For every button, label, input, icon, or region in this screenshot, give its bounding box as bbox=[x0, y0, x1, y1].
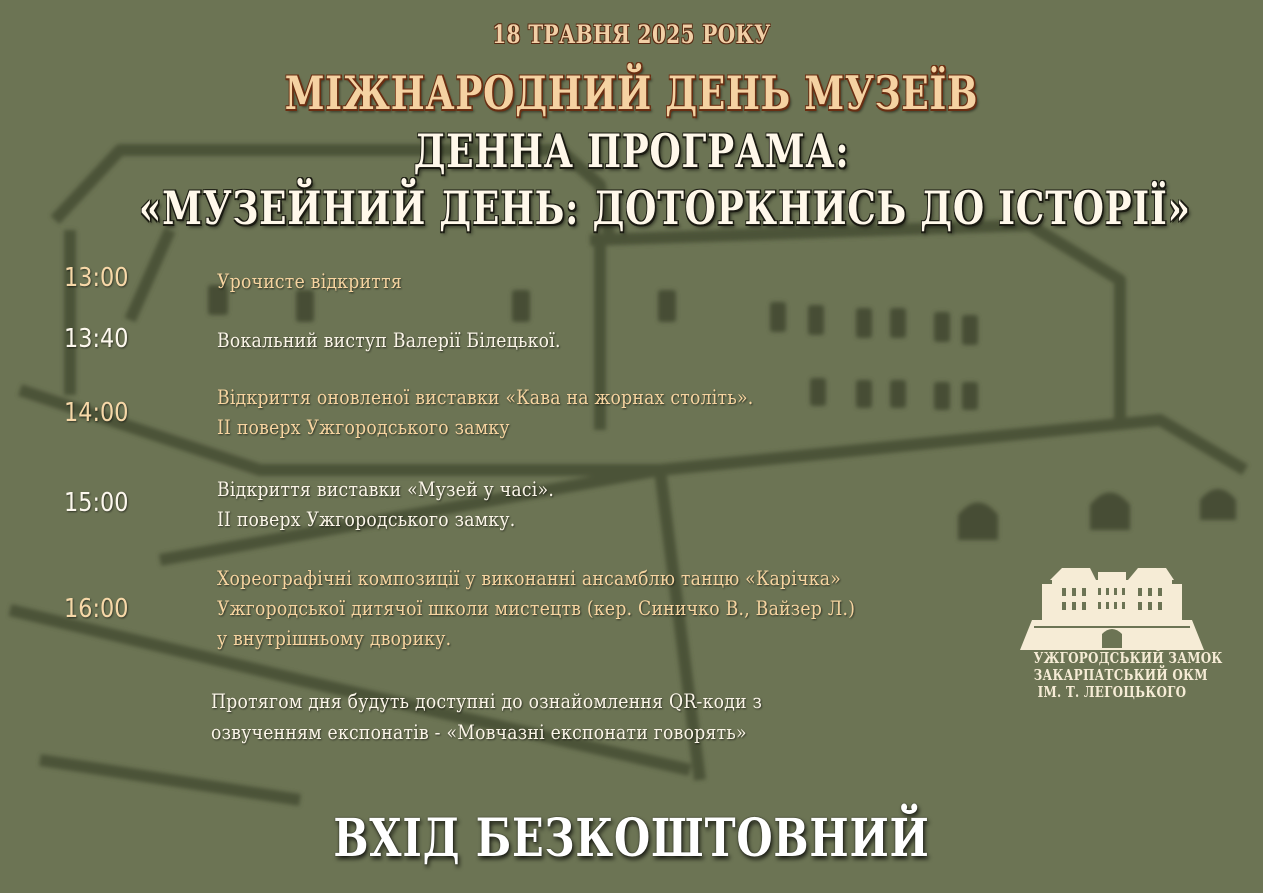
program-name: «МУЗЕЙНИЙ ДЕНЬ: ДОТОРКНИСЬ ДО ІСТОРІЇ» bbox=[138, 181, 1191, 235]
schedule-item-line: ІІ поверх Ужгородського замку. bbox=[217, 507, 516, 531]
schedule-item-line: Урочисте відкриття bbox=[217, 269, 402, 293]
schedule-item-line: Відкриття виставки «Музей у часі». bbox=[217, 477, 555, 501]
schedule-time: 13:40 bbox=[64, 324, 129, 354]
event-date: 18 ТРАВНЯ 2025 РОКУ bbox=[492, 20, 771, 49]
schedule-item-line: Відкриття оновленої виставки «Кава на жорнах століть». bbox=[217, 385, 754, 409]
qr-codes-note bbox=[211, 686, 762, 748]
schedule-time: 13:00 bbox=[64, 263, 129, 293]
schedule-item bbox=[217, 382, 753, 442]
event-title: МІЖНАРОДНИЙ ДЕНЬ МУЗЕЇВ bbox=[284, 66, 979, 120]
free-entry-banner: ВХІД БЕЗКОШТОВНИЙ bbox=[333, 808, 930, 869]
schedule-item bbox=[217, 325, 561, 355]
schedule-time: 16:00 bbox=[64, 594, 129, 624]
logo-line: ІМ. Т. ЛЕГОЦЬКОГО bbox=[1037, 683, 1187, 701]
schedule-item-line: Ужгородської дитячої школи мистецтв (кер. Синичко В., Вайзер Л.) bbox=[217, 596, 856, 620]
program-heading: ДЕННА ПРОГРАМА: bbox=[413, 124, 850, 178]
schedule-item-line: Хореографічні композиції у виконанні ансамблю танцю «Карічка» bbox=[217, 566, 842, 590]
schedule-item bbox=[217, 474, 554, 534]
logo-line: ЗАКАРПАТСЬКИЙ ОКМ bbox=[1033, 666, 1208, 684]
schedule-item bbox=[217, 563, 855, 653]
museum-logo bbox=[1014, 562, 1223, 701]
note-line: озвученням експонатів - «Мовчазні експонати говорять» bbox=[211, 720, 747, 744]
schedule-time: 15:00 bbox=[64, 488, 129, 518]
note-line: Протягом дня будуть доступні до ознайомлення QR-коди з bbox=[211, 689, 763, 713]
schedule-item bbox=[217, 266, 402, 296]
schedule-item-line: у внутрішньому дворику. bbox=[217, 626, 452, 650]
museum-name bbox=[1033, 649, 1223, 701]
castle-icon bbox=[1014, 562, 1210, 650]
schedule-item-line: ІІ поверх Ужгородського замку bbox=[217, 415, 510, 439]
schedule-item-line: Вокальний виступ Валерії Білецької. bbox=[217, 328, 561, 352]
logo-line: УЖГОРОДСЬКИЙ ЗАМОК bbox=[1033, 649, 1223, 667]
schedule-time: 14:00 bbox=[64, 398, 129, 428]
